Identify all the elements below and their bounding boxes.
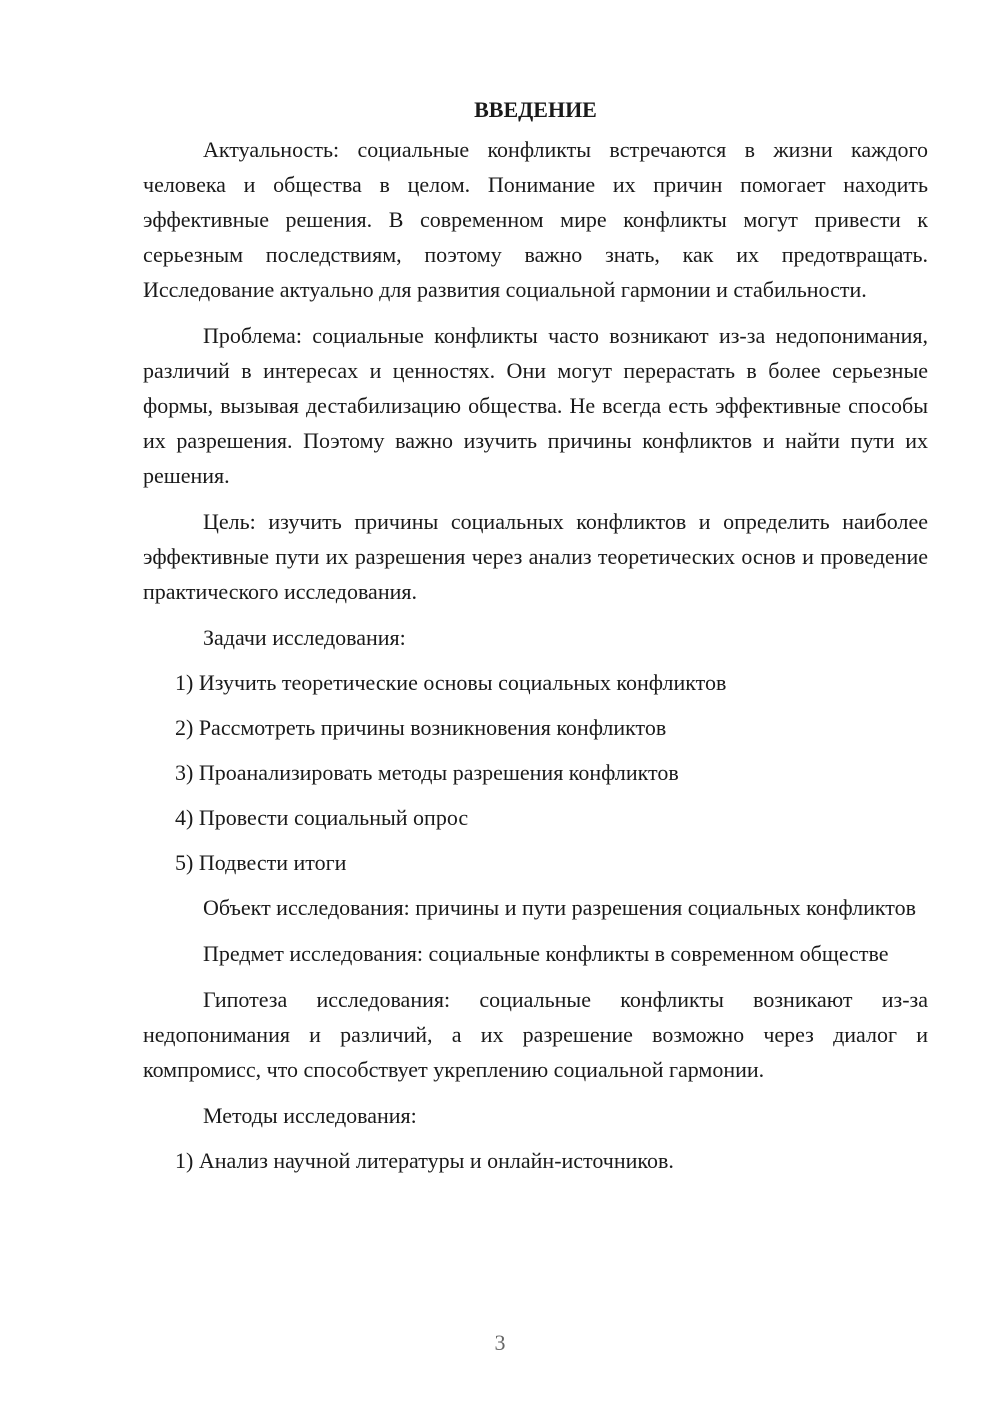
object-paragraph: Объект исследования: причины и пути разрешения социальных конфликтов: [203, 895, 916, 920]
problem-paragraph: Проблема: социальные конфликты часто возникают из-за недопонимания, различий в интересах и ценностях. Они могут перерастать в более серьезные формы, вызывая дестабилизацию общества. Не всегда есть эффективные способы их разрешения. Поэтому важно изучить причины конфликтов и найти пути их решения.: [143, 323, 928, 488]
subject-paragraph: Предмет исследования: социальные конфликты в современном обществе: [203, 941, 889, 966]
page-number: 3: [494, 1330, 506, 1355]
list-item: 1) Анализ научной литературы и онлайн-источников.: [175, 1148, 674, 1173]
relevance-paragraph: Актуальность: социальные конфликты встречаются в жизни каждого человека и общества в целом. Понимание их причин помогает находить эффективные решения. В современном мире конфликты могут привести к серьезным последствиям, поэтому важно знать, как их предотвращать. Исследование актуально для развития социальной гармонии и стабильности.: [143, 137, 928, 302]
methods-label: Методы исследования:: [203, 1103, 417, 1128]
document-title: ВВЕДЕНИЕ: [474, 97, 597, 122]
list-item: 1) Изучить теоретические основы социальных конфликтов: [175, 670, 727, 695]
list-item: 2) Рассмотреть причины возникновения конфликтов: [175, 715, 667, 740]
goal-paragraph: Цель: изучить причины социальных конфликтов и определить наиболее эффективные пути их разрешения через анализ теоретических основ и проведение практического исследования.: [143, 509, 928, 604]
list-item: 5) Подвести итоги: [175, 850, 347, 875]
tasks-label: Задачи исследования:: [203, 625, 406, 650]
methods-list: [143, 1143, 928, 1178]
document-page: [143, 92, 928, 1188]
list-item: 4) Провести социальный опрос: [175, 805, 469, 830]
hypothesis-paragraph: Гипотеза исследования: социальные конфликты возникают из-за недопонимания и различий, а их разрешение возможно через диалог и компромисс, что способствует укреплению социальной гармонии.: [143, 987, 928, 1082]
tasks-list: [143, 665, 928, 880]
list-item: 3) Проанализировать методы разрешения конфликтов: [175, 760, 679, 785]
